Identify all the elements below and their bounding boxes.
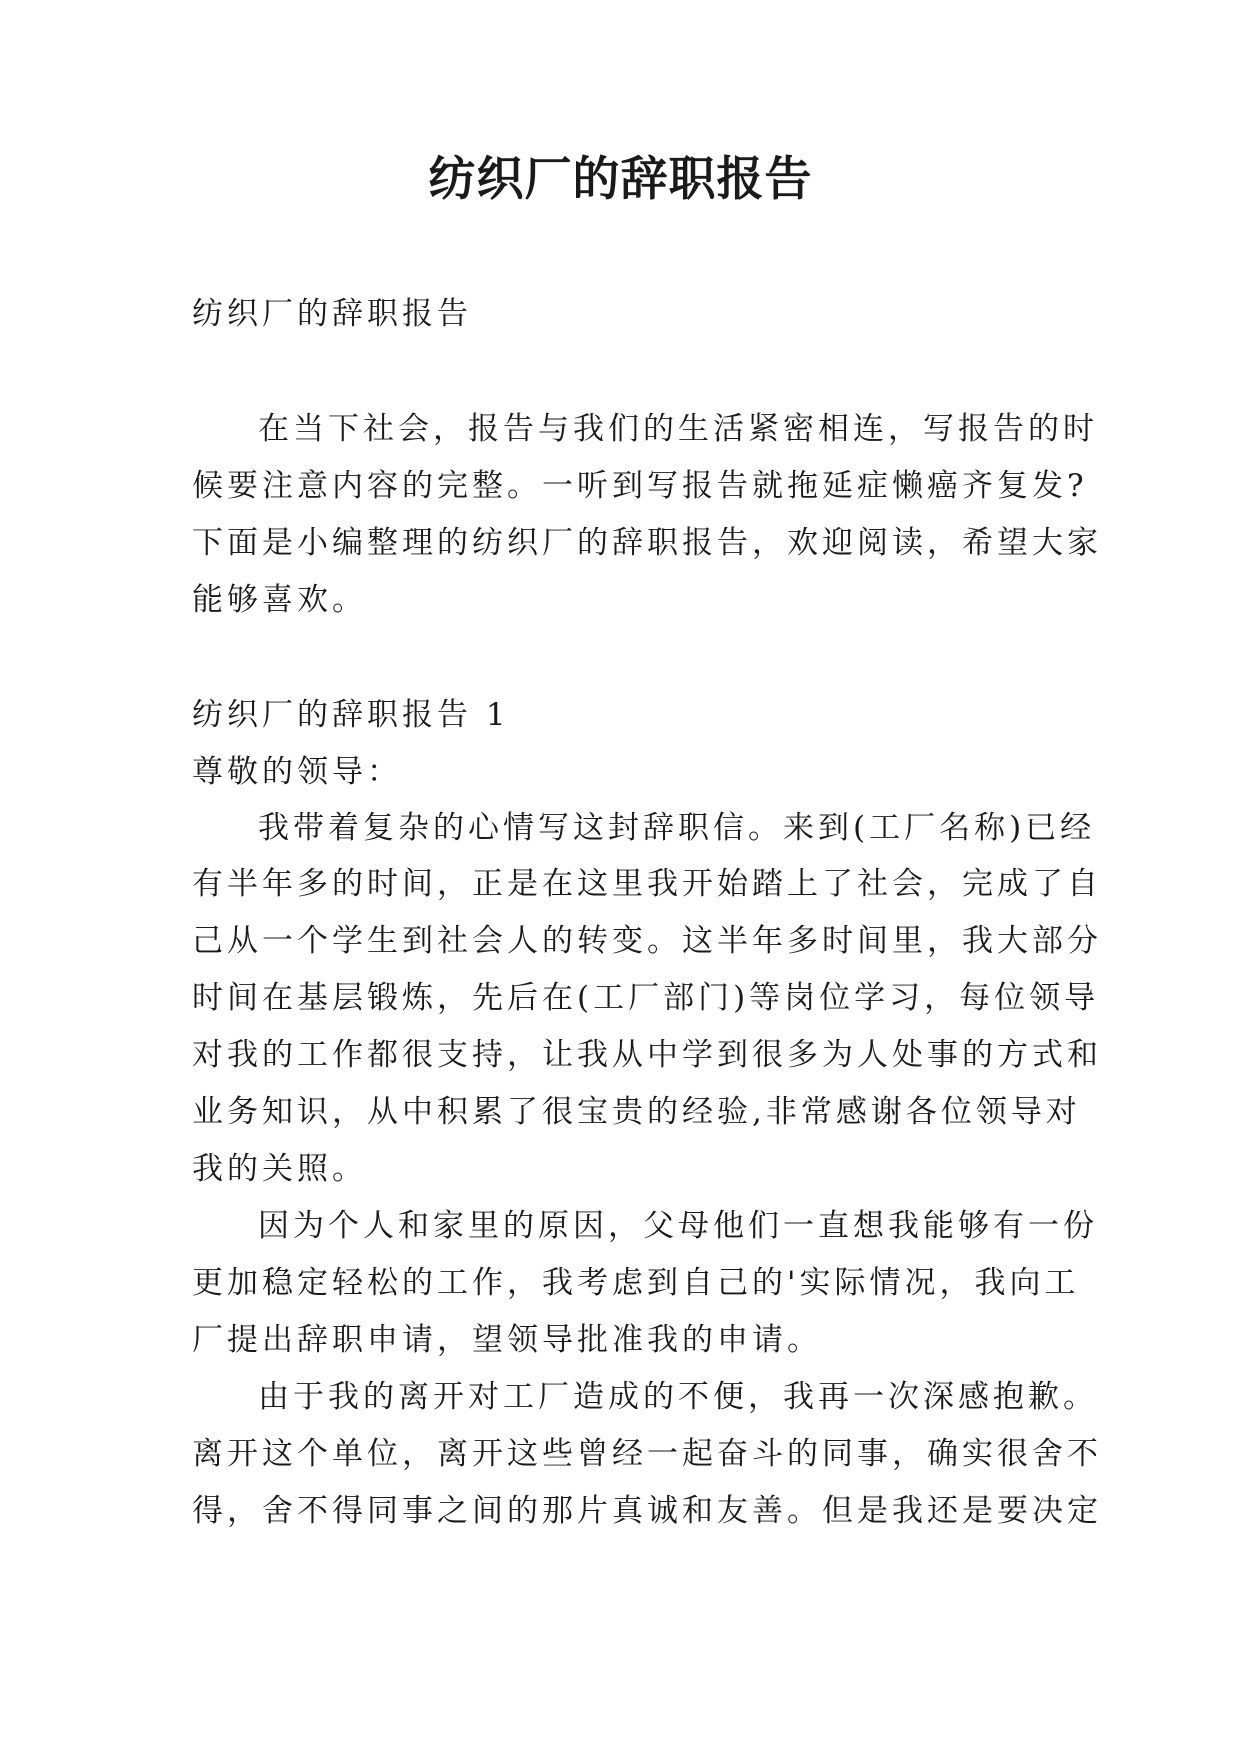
paragraph-line: 时间在基层锻炼，先后在(工厂部门)等岗位学习，每位领导 [192, 980, 1100, 1016]
section-heading: 纺织厂的辞职报告 1 [192, 697, 510, 733]
paragraph-line: 对我的工作都很支持，让我从中学到很多为人处事的方式和 [192, 1037, 1102, 1073]
paragraph-line: 由于我的离开对工厂造成的不便，我再一次深感抱歉。 [258, 1379, 1098, 1415]
paragraph-line: 有半年多的时间，正是在这里我开始踏上了社会，完成了自 [192, 866, 1102, 902]
intro-line: 能够喜欢。 [192, 582, 367, 618]
paragraph-line: 更加稳定轻松的工作，我考虑到自己的'实际情况，我向工 [192, 1265, 1080, 1301]
paragraph-line: 己从一个学生到社会人的转变。这半年多时间里，我大部分 [192, 923, 1102, 959]
paragraph-line: 离开这个单位，离开这些曾经一起奋斗的同事，确实很舍不 [192, 1436, 1102, 1472]
paragraph-line: 我带着复杂的心情写这封辞职信。来到(工厂名称)已经 [258, 810, 1096, 846]
intro-line: 在当下社会，报告与我们的生活紧密相连，写报告的时 [258, 411, 1098, 447]
intro-line: 下面是小编整理的纺织厂的辞职报告，欢迎阅读，希望大家 [192, 525, 1102, 561]
paragraph-line: 因为个人和家里的原因，父母他们一直想我能够有一份 [258, 1208, 1098, 1244]
paragraph-line: 厂提出辞职申请，望领导批准我的申请。 [192, 1322, 822, 1358]
paragraph-line: 我的关照。 [192, 1151, 367, 1187]
document-subtitle: 纺织厂的辞职报告 [192, 296, 472, 332]
salutation: 尊敬的领导： [192, 754, 402, 790]
paragraph-line: 业务知识，从中积累了很宝贵的经验,非常感谢各位领导对 [192, 1094, 1081, 1130]
intro-line: 候要注意内容的完整。一听到写报告就拖延症懒癌齐复发? [192, 468, 1088, 504]
paragraph-line: 得，舍不得同事之间的那片真诚和友善。但是我还是要决定 [192, 1493, 1102, 1529]
document-title: 纺织厂的辞职报告 [428, 152, 813, 207]
